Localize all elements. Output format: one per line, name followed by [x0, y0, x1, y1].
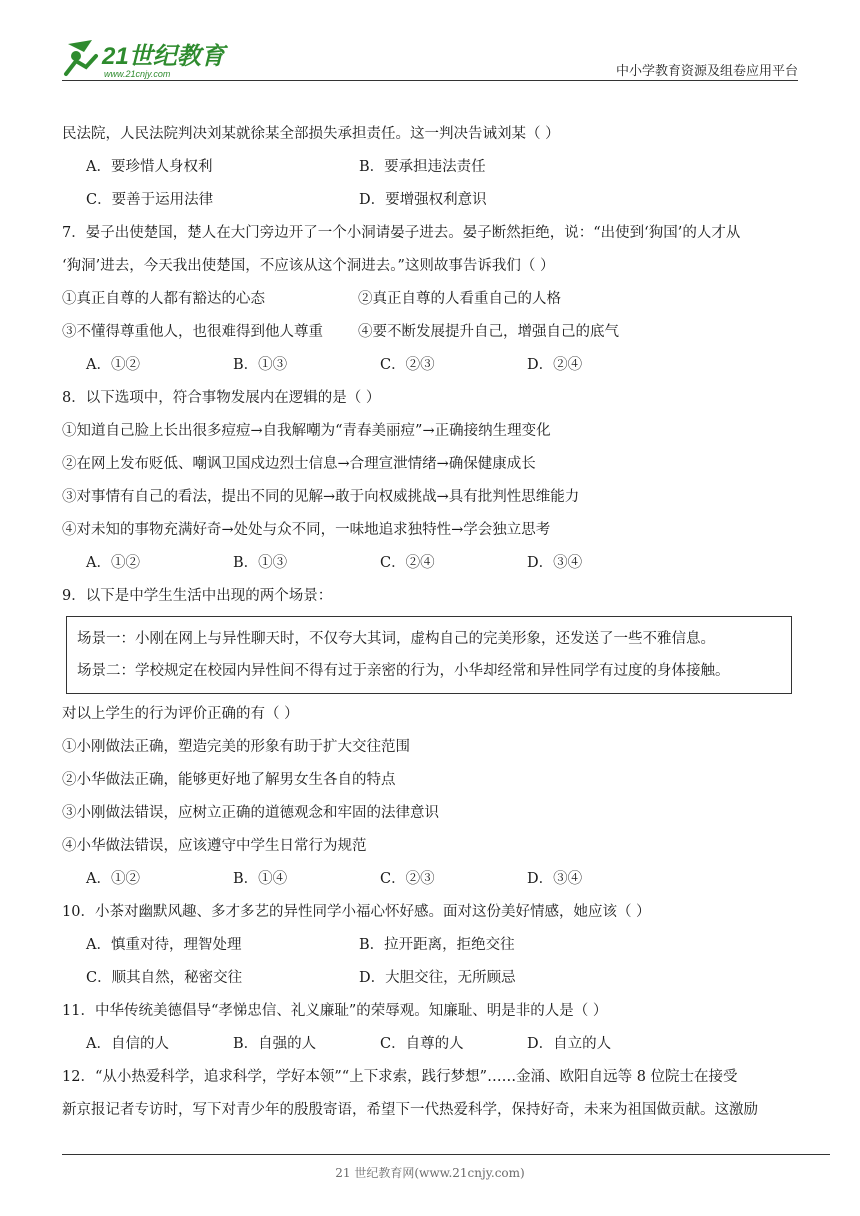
q9-option-c: C．②③ [380, 871, 435, 887]
q9-item-4: ④小华做法错误，应该遵守中学生日常行为规范 [62, 838, 367, 854]
q10-option-c: C．顺其自然，秘密交往 [86, 970, 243, 986]
q9-item-1: ①小刚做法正确，塑造完美的形象有助于扩大交往范围 [62, 739, 410, 755]
q7-item-1: ①真正自尊的人都有豁达的心态 [62, 291, 265, 307]
q12-stem-line2: 新京报记者专访时，写下对青少年的殷殷寄语，希望下一代热爱科学，保持好奇，未来为祖国做贡献。这激励 [62, 1102, 758, 1118]
page-footer: 21 世纪教育网(www.21cnjy.com) [335, 1166, 525, 1180]
q11-option-c: C．自尊的人 [380, 1036, 464, 1052]
q11-option-d: D．自立的人 [527, 1036, 612, 1052]
q7-option-d: D．②④ [527, 357, 583, 373]
platform-name: 中小学教育资源及组卷应用平台 [615, 64, 798, 79]
q6-option-a: A．要珍惜人身权利 [86, 159, 213, 175]
q8-stem: 8．以下选项中，符合事物发展内在逻辑的是（ ） [62, 390, 381, 406]
svg-text:www.21cnjy.com: www.21cnjy.com [104, 69, 171, 79]
q8-item-2: ②在网上发布贬低、嘲讽卫国戍边烈士信息→合理宣泄情绪→确保健康成长 [62, 456, 536, 472]
q7-option-c: C．②③ [380, 357, 435, 373]
svg-text:21世纪教育: 21世纪教育 [102, 43, 225, 70]
q10-options-row1 [62, 929, 798, 962]
q9-option-b: B．①④ [233, 871, 288, 887]
q8-item-4: ④对未知的事物充满好奇→处处与众不同，一味地追求独特性→学会独立思考 [62, 522, 551, 538]
q9-options [62, 863, 798, 896]
q6-option-d: D．要增强权利意识 [359, 192, 487, 208]
q8-option-a: A．①② [86, 555, 140, 571]
q7-options [62, 349, 798, 382]
q8-option-d: D．③④ [527, 555, 583, 571]
q10-option-a: A．慎重对待，理智处理 [86, 937, 242, 953]
q8-item-1: ①知道自己脸上长出很多痘痘→自我解嘲为“青春美丽痘”→正确接纳生理变化 [62, 423, 551, 439]
q7-stem-line2: ‘狗洞’进去，今天我出使楚国，不应该从这个洞进去。”这则故事告诉我们（ ） [62, 258, 555, 274]
q7-items-row2 [62, 316, 798, 349]
q9-item-3: ③小刚做法错误，应树立正确的道德观念和牢固的法律意识 [62, 805, 439, 821]
q12-stem-line1: 12．“从小热爱科学，追求科学，学好本领”“上下求索，践行梦想”……金涌、欧阳自远等 8 位院士在接受 [62, 1069, 738, 1085]
q11-option-b: B．自强的人 [233, 1036, 317, 1052]
site-logo [62, 34, 232, 80]
q9-scenario-box [66, 616, 792, 694]
q9-option-a: A．①② [86, 871, 140, 887]
q9-option-d: D．③④ [527, 871, 583, 887]
q10-stem: 10．小茶对幽默风趣、多才多艺的异性同学小福心怀好感。面对这份美好情感，她应该（ ） [62, 904, 651, 920]
header-divider [62, 80, 798, 81]
q9-scene-2: 场景二：学校规定在校园内异性间不得有过于亲密的行为，小华却经常和异性同学有过度的身体接触。 [77, 663, 730, 679]
q6-stem: 民法院，人民法院判决刘某就徐某全部损失承担责任。这一判决告诫刘某（ ） [62, 126, 560, 142]
q10-option-d: D．大胆交往，无所顾忌 [359, 970, 516, 986]
q9-stem: 9．以下是中学生生活中出现的两个场景： [62, 588, 333, 604]
q6-options-row1 [62, 151, 798, 184]
q8-option-c: C．②④ [380, 555, 435, 571]
q7-option-a: A．①② [86, 357, 140, 373]
q7-stem-line1: 7．晏子出使楚国，楚人在大门旁边开了一个小洞请晏子进去。晏子断然拒绝，说：“出使到‘狗国’的人才从 [62, 225, 741, 241]
q9-question: 对以上学生的行为评价正确的有（ ） [62, 706, 299, 722]
q7-items-row1 [62, 283, 798, 316]
page-header [62, 28, 798, 82]
q10-options-row2 [62, 962, 798, 995]
q6-option-b: B．要承担违法责任 [359, 159, 486, 175]
exam-content [62, 118, 798, 1127]
q7-item-3: ③不懂得尊重他人，也很难得到他人尊重 [62, 324, 323, 340]
footer-divider [62, 1154, 830, 1155]
q8-option-b: B．①③ [233, 555, 288, 571]
q6-options-row2 [62, 184, 798, 217]
q11-options [62, 1028, 798, 1061]
q10-option-b: B．拉开距离，拒绝交往 [359, 937, 515, 953]
q11-stem: 11．中华传统美德倡导“孝悌忠信、礼义廉耻”的荣辱观。知廉耻、明是非的人是（ ） [62, 1003, 608, 1019]
q11-option-a: A．自信的人 [86, 1036, 169, 1052]
q8-options [62, 547, 798, 580]
q8-item-3: ③对事情有自己的看法，提出不同的见解→敢于向权威挑战→具有批判性思维能力 [62, 489, 580, 505]
q6-option-c: C．要善于运用法律 [86, 192, 214, 208]
q9-item-2: ②小华做法正确，能够更好地了解男女生各自的特点 [62, 772, 396, 788]
q7-item-4: ④要不断发展提升自己，增强自己的底气 [358, 324, 619, 340]
q7-option-b: B．①③ [233, 357, 288, 373]
q7-item-2: ②真正自尊的人看重自己的人格 [358, 291, 561, 307]
q9-scene-1: 场景一：小刚在网上与异性聊天时，不仅夸大其词，虚构自己的完美形象，还发送了一些不雅信息。 [77, 631, 715, 647]
